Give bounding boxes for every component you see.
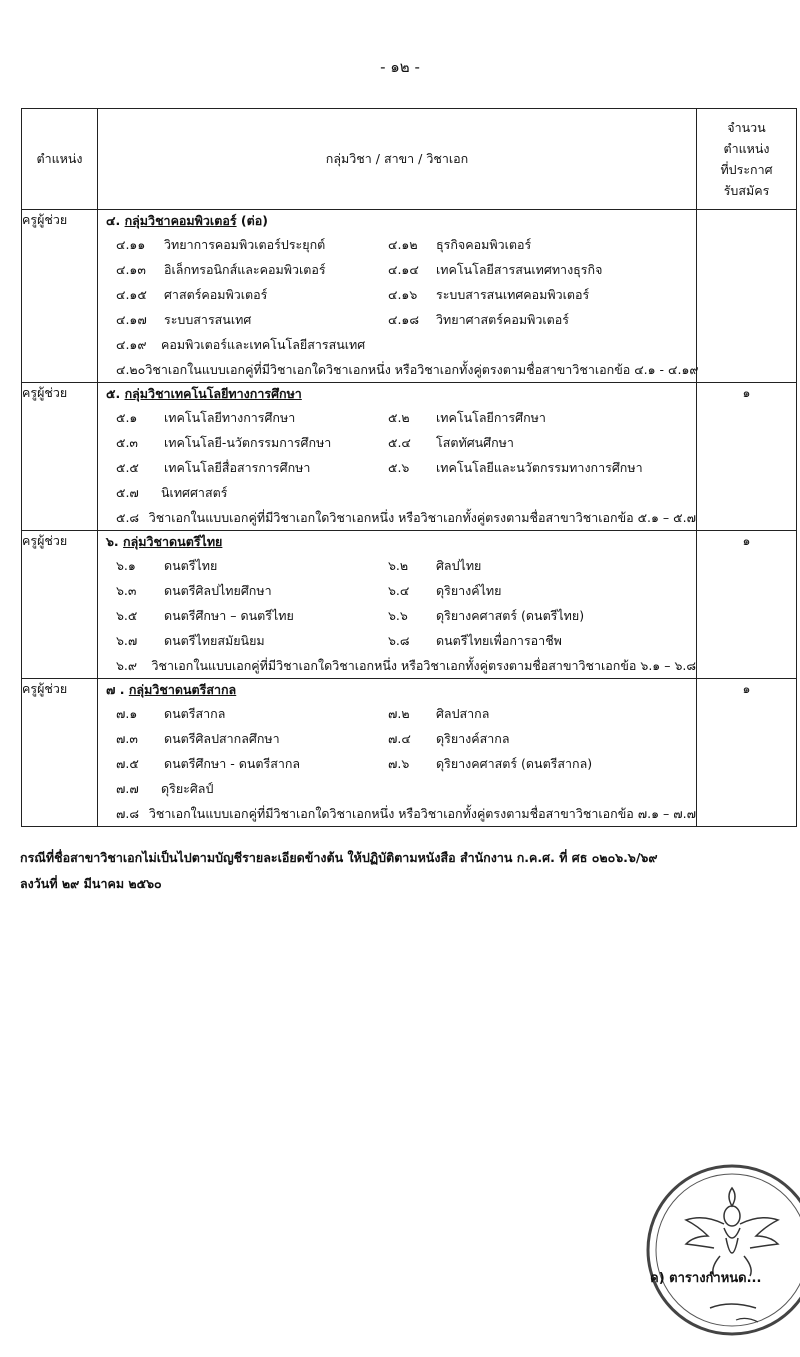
subject-cell xyxy=(98,531,697,679)
subject-code: ๔.๑๔ xyxy=(388,262,419,277)
header-count-line: รับสมัคร xyxy=(723,183,770,198)
subject-item xyxy=(116,257,388,282)
subject-name: เทคโนโลยีสื่อสารการศึกษา xyxy=(164,460,311,475)
subject-name: คอมพิวเตอร์และเทคโนโลยีสารสนเทศ xyxy=(161,337,366,352)
position-cell: ครูผู้ช่วย xyxy=(22,383,98,531)
subject-pair-row xyxy=(98,628,696,653)
header-count-line: จำนวน xyxy=(727,120,766,135)
subject-name: ดนตรีศึกษา – ดนตรีไทย xyxy=(164,608,294,623)
header-count-line: ที่ประกาศ xyxy=(720,162,773,177)
subject-name: ระบบสารสนเทศ xyxy=(164,312,252,327)
subject-item xyxy=(388,307,660,332)
group-number: ๕. xyxy=(106,386,121,401)
subject-item xyxy=(388,257,660,282)
subject-code: ๗.๘ xyxy=(116,806,140,821)
header-count-line: ตำแหน่ง xyxy=(723,141,770,156)
subject-item xyxy=(116,430,388,455)
subject-table xyxy=(21,108,797,827)
subject-item xyxy=(388,603,660,628)
count-cell xyxy=(697,210,797,383)
count-cell: ๑ xyxy=(697,383,797,531)
table-row xyxy=(22,531,797,679)
subject-item xyxy=(116,553,388,578)
subject-name: ดุริยางคศาสตร์ (ดนตรีไทย) xyxy=(436,608,585,623)
subject-name: ดนตรีไทยสมัยนิยม xyxy=(164,633,265,648)
subject-name: ดุริยางค์ไทย xyxy=(436,583,502,598)
subject-item xyxy=(388,751,660,776)
subject-item xyxy=(388,628,660,653)
group-suffix: (ต่อ) xyxy=(236,213,268,228)
subject-item xyxy=(388,455,660,480)
subject-pair-row xyxy=(98,603,696,628)
subject-pair-row xyxy=(98,751,696,776)
subject-name: ดนตรีไทย xyxy=(164,558,218,573)
subject-code: ๗.๒ xyxy=(388,706,410,721)
subject-code: ๕.๑ xyxy=(116,410,138,425)
subject-item xyxy=(116,232,388,257)
subject-name: ดนตรีศิลปไทยศึกษา xyxy=(164,583,272,598)
subject-pair-row xyxy=(98,701,696,726)
subject-name: ศิลปไทย xyxy=(436,558,482,573)
subject-item xyxy=(388,232,660,257)
group-name: กลุ่มวิชาเทคโนโลยีทางการศึกษา xyxy=(124,386,302,401)
subject-item xyxy=(116,307,388,332)
table-header-row xyxy=(22,109,797,210)
group-name: กลุ่มวิชาดนตรีไทย xyxy=(123,534,223,549)
subject-single-row xyxy=(98,480,696,505)
subject-code: ๔.๑๒ xyxy=(388,237,418,252)
count-cell: ๑ xyxy=(697,679,797,827)
subject-item xyxy=(116,405,388,430)
subject-pair-row xyxy=(98,282,696,307)
subject-cell xyxy=(98,210,697,383)
subject-pair-row xyxy=(98,430,696,455)
group-number: ๗ . xyxy=(106,682,125,697)
subject-single-row xyxy=(98,505,696,530)
subject-code: ๕.๘ xyxy=(116,510,140,525)
subject-name: วิชาเอกในแบบเอกคู่ที่มีวิชาเอกใดวิชาเอกหนึ่ง หรือวิชาเอกทั้งคู่ตรงตามชื่อสาขาวิชาเอกข้อ ๕.๑ – ๕.๗ xyxy=(148,510,696,525)
subject-code: ๗.๕ xyxy=(116,756,139,771)
subject-code: ๔.๑๑ xyxy=(116,237,146,252)
subject-pair-row xyxy=(98,257,696,282)
subject-code: ๔.๒๐ xyxy=(116,362,146,377)
subject-name: ดุริยางคศาสตร์ (ดนตรีสากล) xyxy=(436,756,593,771)
subject-item xyxy=(116,282,388,307)
subject-name: วิทยาการคอมพิวเตอร์ประยุกต์ xyxy=(164,237,326,252)
table-row xyxy=(22,679,797,827)
subject-code: ๗.๔ xyxy=(388,731,411,746)
subject-code: ๔.๑๖ xyxy=(388,287,418,302)
subject-name: เทคโนโลยีทางการศึกษา xyxy=(164,410,296,425)
subject-item xyxy=(116,455,388,480)
subject-name: วิชาเอกในแบบเอกคู่ที่มีวิชาเอกใดวิชาเอกหนึ่ง หรือวิชาเอกทั้งคู่ตรงตามชื่อสาขาวิชาเอกข้อ ๖.๑ – ๖.๘ xyxy=(151,658,696,673)
subject-single-row xyxy=(98,332,696,357)
subject-item xyxy=(388,553,660,578)
subject-name: ธุรกิจคอมพิวเตอร์ xyxy=(436,237,532,252)
subject-item xyxy=(116,628,388,653)
group-name: กลุ่มวิชาคอมพิวเตอร์ xyxy=(124,213,237,228)
subject-code: ๗.๖ xyxy=(388,756,410,771)
subject-name: เทคโนโลยี-นวัตกรรมการศึกษา xyxy=(164,435,332,450)
subject-pair-row xyxy=(98,232,696,257)
subject-code: ๕.๕ xyxy=(116,460,139,475)
position-cell: ครูผู้ช่วย xyxy=(22,679,98,827)
subject-code: ๖.๖ xyxy=(388,608,408,623)
subject-code: ๕.๒ xyxy=(388,410,410,425)
footnote xyxy=(20,845,790,897)
subject-name: ระบบสารสนเทศคอมพิวเตอร์ xyxy=(436,287,590,302)
subject-pair-row xyxy=(98,307,696,332)
garuda-seal xyxy=(640,1158,800,1338)
subject-pair-row xyxy=(98,726,696,751)
subject-item xyxy=(388,701,660,726)
subject-code: ๔.๑๙ xyxy=(116,337,147,352)
subject-pair-row xyxy=(98,405,696,430)
count-cell: ๑ xyxy=(697,531,797,679)
group-number: ๖. xyxy=(106,534,119,549)
subject-code: ๔.๑๓ xyxy=(116,262,146,277)
subject-code: ๔.๑๘ xyxy=(388,312,420,327)
subject-code: ๕.๗ xyxy=(116,485,139,500)
position-cell: ครูผู้ช่วย xyxy=(22,210,98,383)
group-number: ๔. xyxy=(106,213,121,228)
subject-name: เทคโนโลยีสารสนเทศทางธุรกิจ xyxy=(436,262,603,277)
subject-item xyxy=(388,430,660,455)
subject-item xyxy=(388,578,660,603)
header-position: ตำแหน่ง xyxy=(22,109,98,210)
footnote-line: ลงวันที่ ๒๙ มีนาคม ๒๕๖๐ xyxy=(20,876,162,891)
subject-single-row xyxy=(98,801,696,826)
subject-name: วิชาเอกในแบบเอกคู่ที่มีวิชาเอกใดวิชาเอกหนึ่ง หรือวิชาเอกทั้งคู่ตรงตามชื่อสาขาวิชาเอกข้อ ๗.๑ – ๗.๗ xyxy=(148,806,696,821)
subject-item xyxy=(388,726,660,751)
group-title xyxy=(98,210,696,232)
subject-item xyxy=(116,701,388,726)
footnote-line: กรณีที่ชื่อสาขาวิชาเอกไม่เป็นไปตามบัญชีรายละเอียดข้างต้น ให้ปฏิบัติตามหนังสือ สำนักงาน ก.ค.ศ. ที่ ศธ ๐๒๐๖.๖/๖๙ xyxy=(20,850,658,865)
subject-name: ดนตรีสากล xyxy=(164,706,226,721)
header-count xyxy=(697,109,797,210)
header-subject: กลุ่มวิชา / สาขา / วิชาเอก xyxy=(98,109,697,210)
subject-item xyxy=(116,603,388,628)
group-name: กลุ่มวิชาดนตรีสากล xyxy=(128,682,237,697)
group-title xyxy=(98,383,696,405)
subject-item xyxy=(388,282,660,307)
page-number: - ๑๒ - xyxy=(380,58,420,76)
subject-pair-row xyxy=(98,553,696,578)
subject-name: ศาสตร์คอมพิวเตอร์ xyxy=(164,287,268,302)
subject-item xyxy=(116,751,388,776)
subject-item xyxy=(116,726,388,751)
subject-code: ๖.๘ xyxy=(388,633,410,648)
subject-code: ๖.๔ xyxy=(388,583,410,598)
subject-single-row xyxy=(98,776,696,801)
position-cell: ครูผู้ช่วย xyxy=(22,531,98,679)
subject-name: นิเทศศาสตร์ xyxy=(161,485,228,500)
subject-name: เทคโนโลยีและนวัตกรรมทางการศึกษา xyxy=(436,460,643,475)
subject-code: ๖.๗ xyxy=(116,633,138,648)
subject-name: ศิลปสากล xyxy=(436,706,490,721)
subject-cell xyxy=(98,383,697,531)
subject-code: ๖.๙ xyxy=(116,658,138,673)
subject-code: ๖.๒ xyxy=(388,558,409,573)
subject-item xyxy=(116,578,388,603)
subject-single-row xyxy=(98,653,696,678)
subject-pair-row xyxy=(98,578,696,603)
subject-name: ดนตรีศึกษา - ดนตรีสากล xyxy=(164,756,301,771)
subject-name: ดนตรีศิลปสากลศึกษา xyxy=(164,731,280,746)
seal-label: ค) ตารางกำหนด... xyxy=(650,1271,762,1286)
subject-code: ๕.๓ xyxy=(116,435,138,450)
subject-single-row xyxy=(98,357,699,382)
group-title xyxy=(98,679,696,701)
subject-name: โสตทัศนศึกษา xyxy=(436,435,514,450)
subject-code: ๕.๖ xyxy=(388,460,410,475)
subject-code: ๖.๓ xyxy=(116,583,137,598)
subject-name: อิเล็กทรอนิกส์และคอมพิวเตอร์ xyxy=(164,262,326,277)
subject-name: ดุริยางค์สากล xyxy=(436,731,510,746)
subject-code: ๕.๔ xyxy=(388,435,411,450)
subject-code: ๖.๑ xyxy=(116,558,136,573)
subject-code: ๗.๑ xyxy=(116,706,138,721)
subject-name: วิชาเอกในแบบเอกคู่ที่มีวิชาเอกใดวิชาเอกหนึ่ง หรือวิชาเอกทั้งคู่ตรงตามชื่อสาขาวิชาเอกข้อ ๔.๑ - ๔.๑๙ xyxy=(145,362,699,377)
table-row xyxy=(22,210,797,383)
table-row xyxy=(22,383,797,531)
subject-code: ๔.๑๗ xyxy=(116,312,147,327)
subject-name: ดนตรีไทยเพื่อการอาชีพ xyxy=(436,633,562,648)
group-title xyxy=(98,531,696,553)
subject-cell xyxy=(98,679,697,827)
subject-pair-row xyxy=(98,455,696,480)
subject-code: ๖.๕ xyxy=(116,608,138,623)
subject-name: เทคโนโลยีการศึกษา xyxy=(436,410,546,425)
subject-code: ๗.๗ xyxy=(116,781,139,796)
subject-name: วิทยาศาสตร์คอมพิวเตอร์ xyxy=(436,312,569,327)
subject-name: ดุริยะศิลป์ xyxy=(161,781,214,796)
subject-code: ๗.๓ xyxy=(116,731,138,746)
subject-code: ๔.๑๕ xyxy=(116,287,147,302)
subject-item xyxy=(388,405,660,430)
